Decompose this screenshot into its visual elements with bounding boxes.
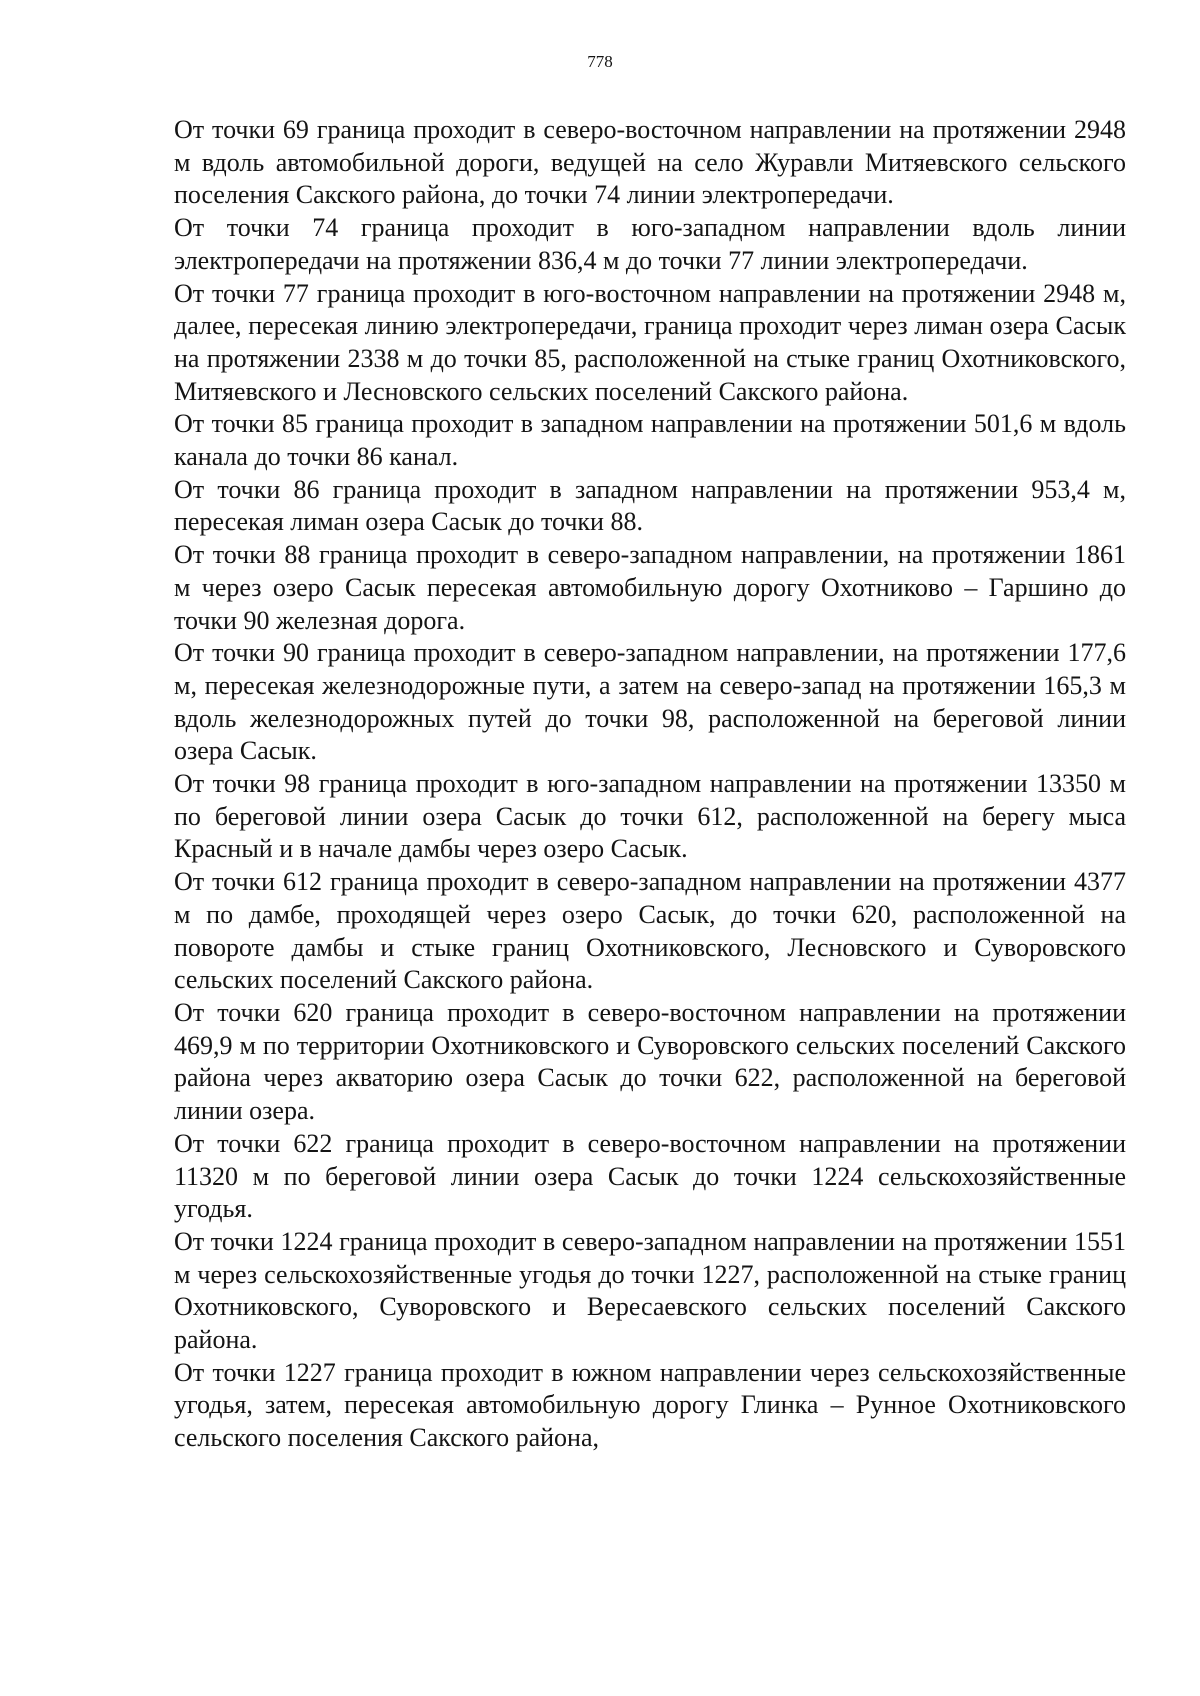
paragraph-point-1224: От точки 1224 граница проходит в северо-западном направлении на протяжении 1551 м через сельскохозяйственные угодья до точки 1227, расположенной на стыке границ Охотниковского, Суворовского и Вересаевского сельских поселений Сакского района. — [174, 1226, 1126, 1355]
paragraph-point-98: От точки 98 граница проходит в юго-западном направлении на протяжении 13350 м по береговой линии озера Сасык до точки 612, расположенной на берегу мыса Красный и в начале дамбы через озеро Сасык. — [174, 769, 1126, 864]
paragraph-point-90: От точки 90 граница проходит в северо-западном направлении, на протяжении 177,6 м, пересекая железнодорожные пути, а затем на северо-запад на протяжении 165,3 м вдоль железнодорожных путей до точки 98, расположенной на береговой линии озера Сасык. — [174, 638, 1126, 766]
document-body — [174, 114, 1126, 1455]
paragraph-point-612: От точки 612 граница проходит в северо-западном направлении на протяжении 4377 м по дамбе, проходящей через озеро Сасык, до точки 620, расположенной на повороте дамбы и стыке границ Охотниковского, Лесновского и Суворовского сельских поселений Сакского района. — [174, 867, 1126, 995]
paragraph-point-77: От точки 77 граница проходит в юго-восточном направлении на протяжении 2948 м, далее, пересекая линию электропередачи, граница проходит через лиман озера Сасык на протяжении 2338 м до точки 85, расположенной на стыке границ Охотниковского, Митяевского и Лесновского сельских поселений Сакского района. — [174, 278, 1126, 406]
paragraph-point-622: От точки 622 граница проходит в северо-восточном направлении на протяжении 11320 м по береговой линии озера Сасык до точки 1224 сельскохозяйственные угодья. — [174, 1128, 1126, 1224]
paragraph-point-69: От точки 69 граница проходит в северо-восточном направлении на протяжении 2948 м вдоль автомобильной дороги, ведущей на село Журавли Митяевского сельского поселения Сакского района, до точки 74 линии электропередачи. — [174, 115, 1126, 210]
paragraph-point-86: От точки 86 граница проходит в западном направлении на протяжении 953,4 м, пересекая лиман озера Сасык до точки 88. — [174, 474, 1126, 537]
page-number: 778 — [587, 52, 613, 71]
paragraph-point-1227: От точки 1227 граница проходит в южном направлении через сельскохозяйственные угодья, затем, пересекая автомобильную дорогу Глинка – Рунное Охотниковского сельского поселения Сакского района, — [174, 1357, 1126, 1453]
paragraph-point-74: От точки 74 граница проходит в юго-западном направлении вдоль линии электропередачи на протяжении 836,4 м до точки 77 линии электропередачи. — [174, 213, 1126, 275]
paragraph-point-85: От точки 85 граница проходит в западном направлении на протяжении 501,6 м вдоль канала до точки 86 канал. — [174, 409, 1126, 472]
paragraph-point-620: От точки 620 граница проходит в северо-восточном направлении на протяжении 469,9 м по территории Охотниковского и Суворовского сельских поселений Сакского района через акваторию озера Сасык до точки 622, расположенной на береговой линии озера. — [174, 997, 1126, 1126]
paragraph-point-88: От точки 88 граница проходит в северо-западном направлении, на протяжении 1861 м через озеро Сасык пересекая автомобильную дорогу Охотниково – Гаршино до точки 90 железная дорога. — [174, 540, 1126, 635]
